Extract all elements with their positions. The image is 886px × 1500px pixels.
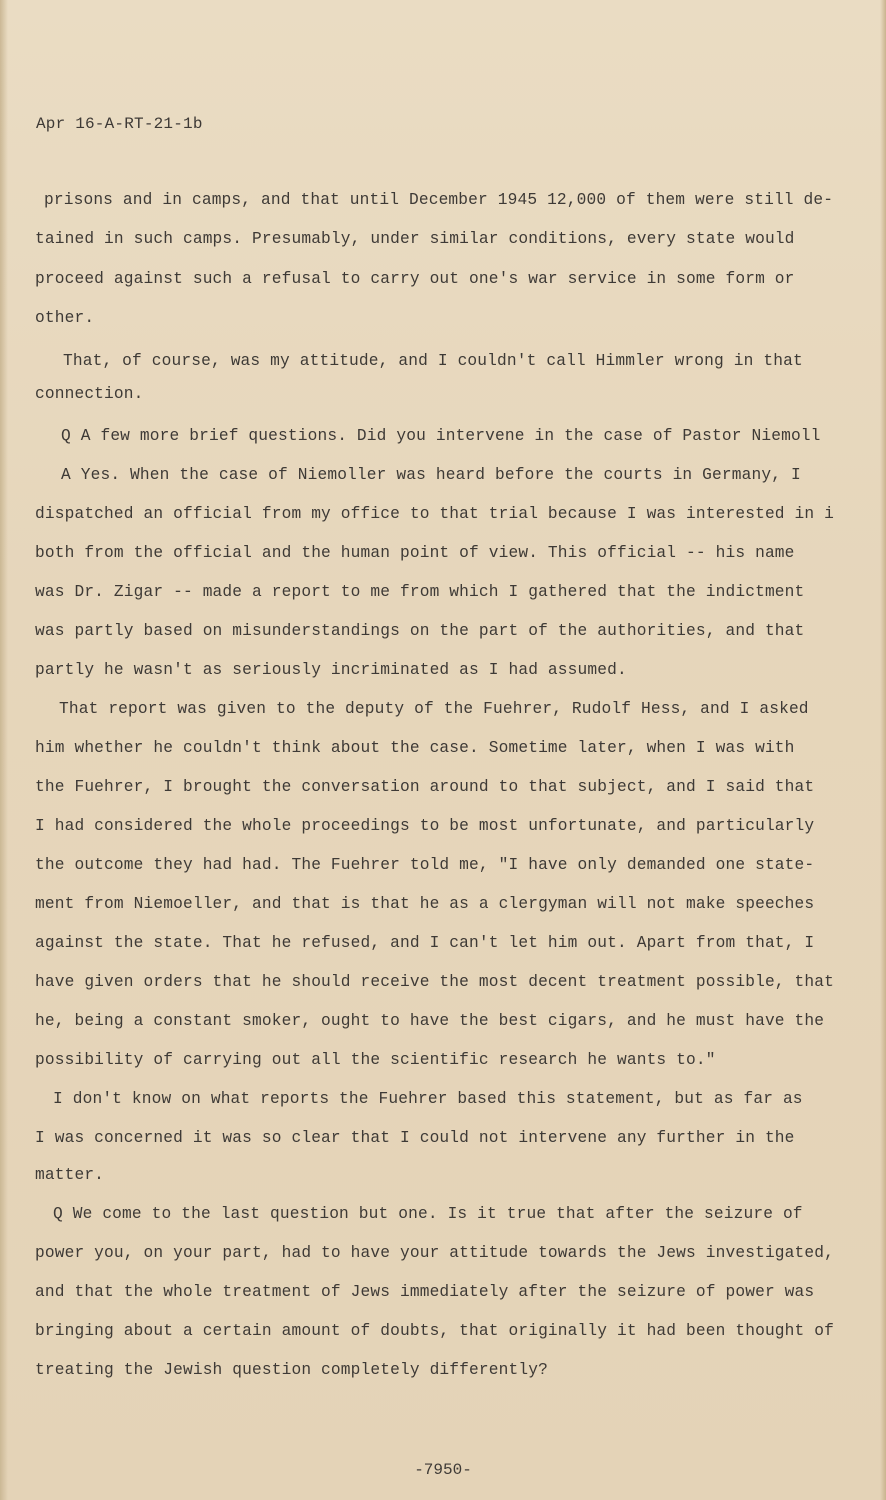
page-edge-left bbox=[0, 0, 8, 1500]
text-line: power you, on your part, had to have your attitude towards the Jews investigated, bbox=[35, 1244, 834, 1262]
text-line: he, being a constant smoker, ought to have the best cigars, and he must have the bbox=[35, 1012, 825, 1030]
text-line: other. bbox=[35, 309, 95, 327]
text-line: was Dr. Zigar -- made a report to me from which I gathered that the indictment bbox=[35, 583, 805, 601]
text-line: I don't know on what reports the Fuehrer based this statement, but as far as bbox=[53, 1090, 803, 1108]
text-line: possibility of carrying out all the scientific research he wants to." bbox=[35, 1051, 716, 1069]
text-line: dispatched an official from my office to that trial because I was interested in i bbox=[35, 505, 834, 523]
text-line: the outcome they had had. The Fuehrer told me, "I have only demanded one state- bbox=[35, 856, 815, 874]
text-line: against the state. That he refused, and I can't let him out. Apart from that, I bbox=[35, 934, 815, 952]
text-line: have given orders that he should receive the most decent treatment possible, that bbox=[35, 973, 834, 991]
text-line: the Fuehrer, I brought the conversation around to that subject, and I said that bbox=[35, 778, 815, 796]
text-line: prisons and in camps, and that until December 1945 12,000 of them were still de- bbox=[44, 191, 834, 209]
text-line: I had considered the whole proceedings to be most unfortunate, and particularly bbox=[35, 817, 815, 835]
text-line: him whether he couldn't think about the case. Sometime later, when I was with bbox=[35, 739, 795, 757]
text-line: Q A few more brief questions. Did you intervene in the case of Pastor Niemoll bbox=[61, 427, 821, 445]
text-line: treating the Jewish question completely differently? bbox=[35, 1361, 548, 1379]
text-line: was partly based on misunderstandings on the part of the authorities, and that bbox=[35, 622, 805, 640]
document-reference-header: Apr 16-A-RT-21-1b bbox=[36, 115, 203, 133]
text-line: A Yes. When the case of Niemoller was heard before the courts in Germany, I bbox=[61, 466, 801, 484]
page-number: -7950- bbox=[414, 1461, 472, 1479]
text-line: and that the whole treatment of Jews immediately after the seizure of power was bbox=[35, 1283, 815, 1301]
text-line: matter. bbox=[35, 1166, 105, 1184]
text-line: partly he wasn't as seriously incriminated as I had assumed. bbox=[35, 661, 627, 679]
text-line: tained in such camps. Presumably, under similar conditions, every state would bbox=[35, 230, 795, 248]
text-line: connection. bbox=[35, 385, 144, 403]
text-line: both from the official and the human point of view. This official -- his name bbox=[35, 544, 795, 562]
text-line: proceed against such a refusal to carry out one's war service in some form or bbox=[35, 270, 795, 288]
text-line: Q We come to the last question but one. Is it true that after the seizure of bbox=[53, 1205, 803, 1223]
text-line: That report was given to the deputy of the Fuehrer, Rudolf Hess, and I asked bbox=[59, 700, 809, 718]
text-line: ment from Niemoeller, and that is that he as a clergyman will not make speeches bbox=[35, 895, 815, 913]
page-edge-right bbox=[880, 0, 886, 1500]
text-line: That, of course, was my attitude, and I couldn't call Himmler wrong in that bbox=[63, 352, 803, 370]
text-line: bringing about a certain amount of doubts, that originally it had been thought of bbox=[35, 1322, 834, 1340]
text-line: I was concerned it was so clear that I could not intervene any further in the bbox=[35, 1129, 795, 1147]
